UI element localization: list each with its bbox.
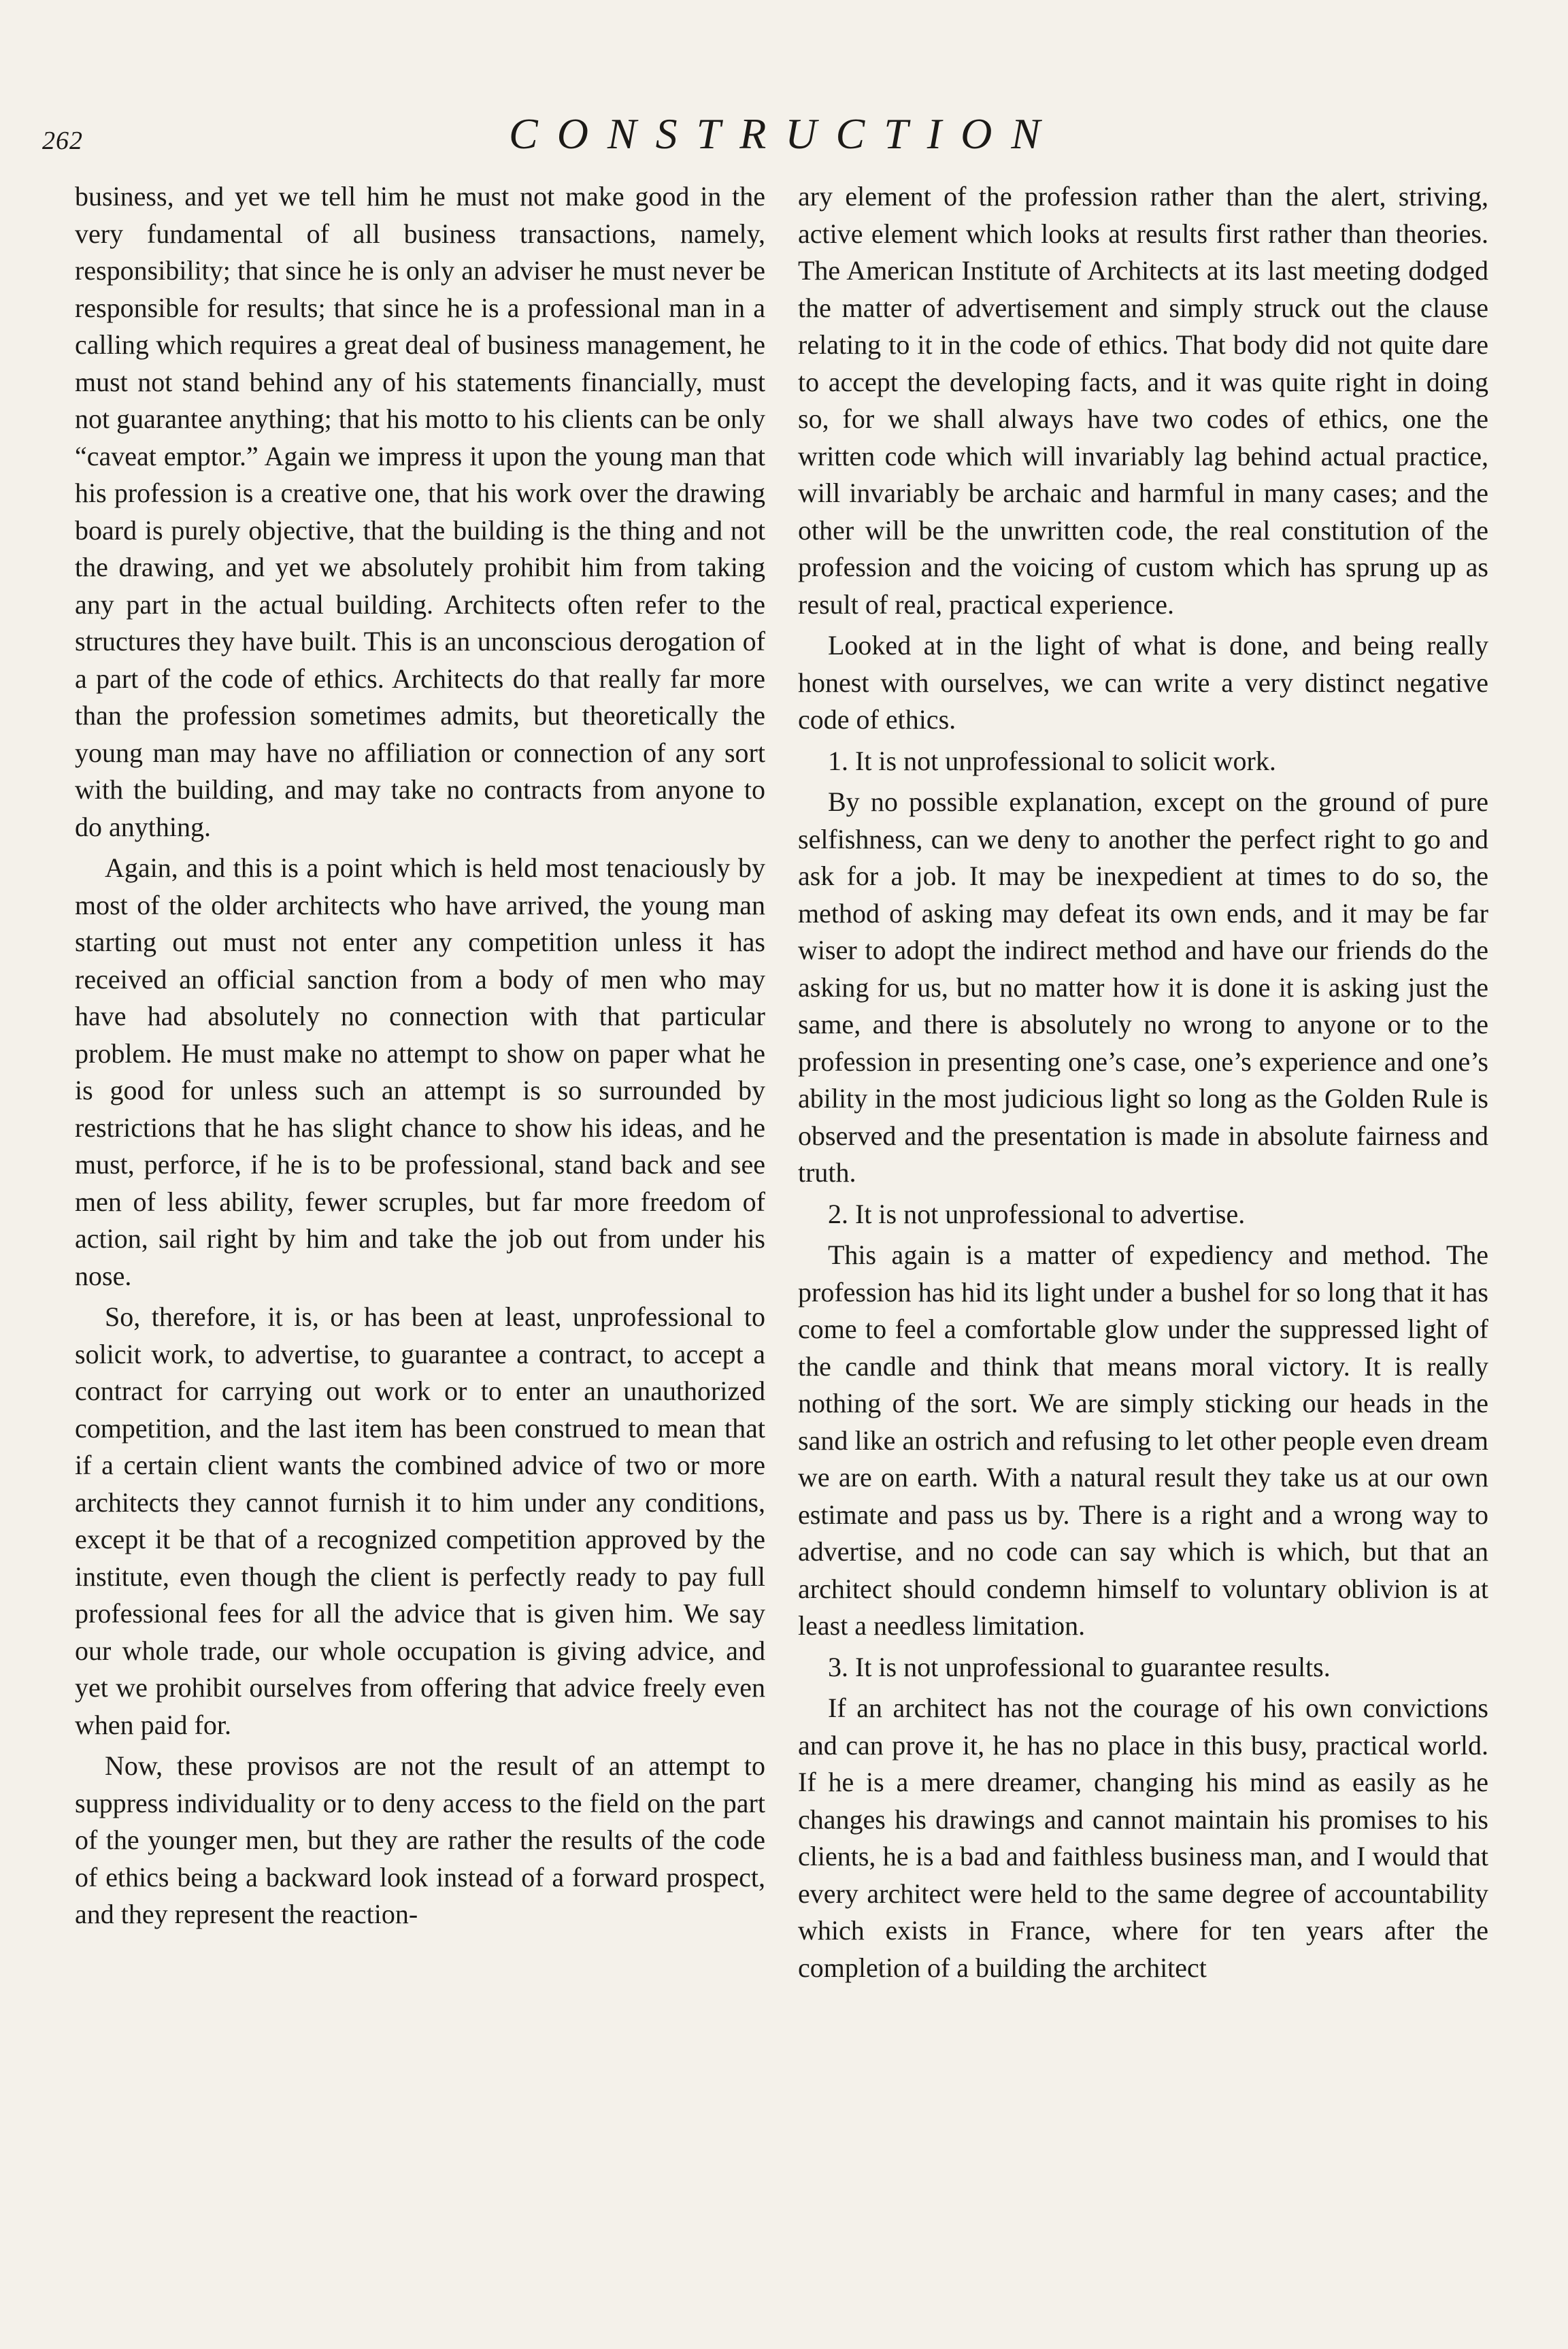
- numbered-heading: 1. It is not unprofessional to solicit work.: [828, 745, 1276, 776]
- numbered-heading: 3. It is not unprofessional to guarantee results.: [828, 1651, 1331, 1682]
- numbered-heading: 2. It is not unprofessional to advertise.: [828, 1198, 1246, 1229]
- running-head: CONSTRUCTION: [509, 110, 1059, 158]
- paragraph: Again, and this is a point which is held most tenaciously by most of the older architects who have arrived, the young man starting out must not enter any competition unless it has received an official sanction from a body of men who may have had absolutely no connection with that particular problem. He must make no attempt to show on paper what he is good for unless such an attempt is so surrounded by restrictions that he has slight chance to show his ideas, and he must, perforce, if he is to be professional, stand back and see men of less ability, fewer scruples, but far more freedom of action, sail right by him and take the job out from under his nose.: [75, 852, 765, 1291]
- paragraph: This again is a matter of expediency and method. The profession has hid its light under a bushel for so long that it has come to feel a comfortable glow under the suppressed light of the candle and think that means moral victory. It is really nothing of the sort. We are simply sticking our heads in the sand like an ostrich and refusing to let other people even dream we are on earth. With a natural result they take us at our own estimate and pass us by. There is a right and a wrong way to advertise, and no code can say which is which, but that an architect should condemn himself to voluntary oblivion is at least a needless limitation.: [798, 1239, 1488, 1641]
- paragraph: business, and yet we tell him he must not make good in the very fundamental of all business transactions, namely, responsibility; that since he is only an adviser he must never be responsible for results; that since he is a professional man in a calling which requires a great deal of business management, he must not stand behind any of his statements financially, must not guarantee anything; that his motto to his clients can be only “caveat emptor.” Again we impress it upon the young man that his profession is a creative one, that his work over the drawing board is purely objective, that the building is the thing and not the drawing, and yet we absolutely prohibit him from taking any part in the actual building. Architects often refer to the structures they have built. This is an unconscious derogation of a part of the code of ethics. Architects do that really far more than the profession sometimes admits, but theoretically the young man may have no affiliation or connection of any sort with the building, and may take no contracts from anyone to do anything.: [75, 181, 765, 842]
- paragraph: By no possible explanation, except on the ground of pure selfishness, can we deny to another the perfect right to go and ask for a job. It may be inexpedient at times to do so, the method of asking may defeat its own ends, and it may be far wiser to adopt the indirect method and have our friends do the asking for us, but no matter how it is done it is asking just the same, and there is absolutely no wrong to anyone or to the profession in presenting one’s case, one’s experience and one’s ability in the most judicious light so long as the Golden Rule is observed and the presentation is made in absolute fairness and truth.: [798, 786, 1488, 1188]
- left-column: [75, 178, 765, 1937]
- paragraph: ary element of the profession rather than the alert, striving, active element which looks at results first rather than theories. The American Institute of Architects at its last meeting dodged the matter of advertisement and simply struck out the clause relating to it in the code of ethics. That body did not quite dare to accept the developing facts, and it was quite right in doing so, for we shall always have two codes of ethics, one the written code which will invariably lag behind actual practice, will invariably be archaic and harmful in many cases; and the other will be the unwritten code, the real constitution of the profession and the voicing of custom which has sprung up as result of real, practical experience.: [798, 181, 1488, 620]
- right-column: [798, 178, 1488, 1990]
- paragraph: Now, these provisos are not the result of an attempt to suppress individuality or to deny access to the field on the part of the younger men, but they are rather the results of the code of ethics being a backward look instead of a forward prospect, and they represent the reaction-: [75, 1750, 765, 1929]
- paragraph: Looked at in the light of what is done, and being really honest with ourselves, we can write a very distinct negative code of ethics.: [798, 630, 1488, 735]
- paragraph: So, therefore, it is, or has been at least, unprofessional to solicit work, to advertise, to guarantee a contract, to accept a contract for carrying out work or to enter an unauthorized competition, and the last item has been construed to mean that if a certain client wants the combined advice of two or more architects they cannot furnish it to him under any conditions, except it be that of a recognized competition approved by the institute, even though the client is perfectly ready to pay full professional fees for all the advice that is given him. We say our whole trade, our whole occupation is giving advice, and yet we prohibit ourselves from offering that advice freely even when paid for.: [75, 1301, 765, 1740]
- paragraph: If an architect has not the courage of his own convictions and can prove it, he has no place in this busy, practical world. If he is a mere dreamer, changing his mind as easily as he changes his drawings and cannot maintain his promises to his clients, he is a bad and faithless business man, and I would that every architect were held to the same degree of accountability which exists in France, where for ten years after the completion of a building the architect: [798, 1693, 1488, 1983]
- page-number: 262: [42, 127, 83, 155]
